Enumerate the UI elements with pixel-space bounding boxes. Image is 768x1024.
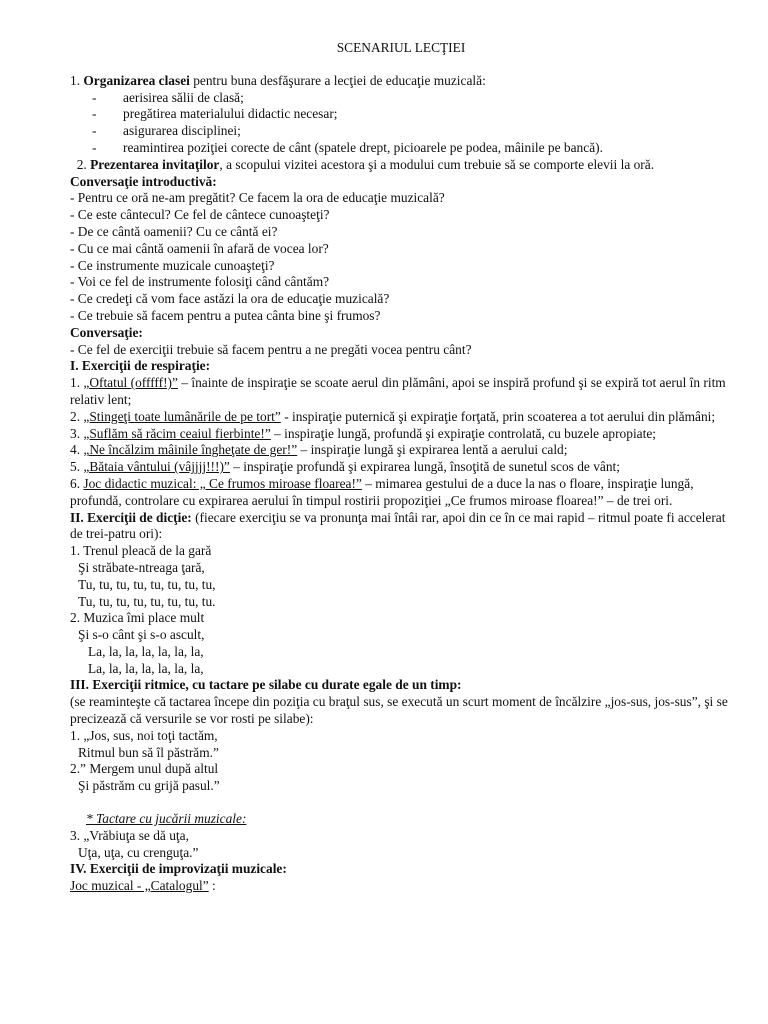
exercise-title: „Ne încălzim mâinile îngheţate de ger!” xyxy=(83,442,298,458)
poem-line: 1. Trenul pleacă de la gară xyxy=(70,543,212,559)
poem-line: Ritmul bun să îl păstrăm.” xyxy=(78,744,219,760)
joc-muzical-line: Joc muzical - „Catalogul” : xyxy=(70,878,216,894)
dictie-note: (fiecare exerciţiu se va pronunţa mai întâi rar, apoi din ce în ce mai rapid – ritmul poate fi accelerat de trei-patru ori): xyxy=(70,509,726,542)
poem-line: Tu, tu, tu, tu, tu, tu, tu, tu. xyxy=(78,593,216,609)
poem-line: 2. Muzica îmi place mult xyxy=(70,610,205,626)
poem-line: Şi păstrăm cu grijă pasul.” xyxy=(78,778,220,794)
section-number: 1. xyxy=(70,72,84,88)
poem-line: Şi străbate-ntreaga ţară, xyxy=(78,559,205,575)
respiratie-heading: I. Exerciţii de respiraţie: xyxy=(70,358,211,374)
conversatie-heading: Conversaţie: xyxy=(70,324,143,340)
poem-line: Uţa, uţa, cu crenguţa.” xyxy=(78,844,199,860)
tactare-subheading: * Tactare cu jucării muzicale: xyxy=(86,811,247,827)
joc-title: Joc muzical - „Catalogul” xyxy=(70,878,209,894)
list-item: - pregătirea materialului didactic necesar; xyxy=(92,106,338,122)
ritmice-heading: III. Exerciţii ritmice, cu tactare pe silabe cu durate egale de un timp: xyxy=(70,677,462,693)
exercise-title: „Oftatul (offfff!)” xyxy=(83,375,178,391)
question-line: - Ce instrumente muzicale cunoaşteţi? xyxy=(70,257,275,273)
ritmice-note: (se reaminteşte că tactarea începe din poziţia cu braţul sus, se execută un scurt moment de încălzire „jos-sus, jos-sus”, şi se precizează că versurile se vor rosti pe silabe): xyxy=(70,694,728,727)
exercise-item: 3. „Suflăm să răcim ceaiul fierbinte!” – inspiraţie lungă, profundă şi expiraţie controlată, cu buzele apropiate; xyxy=(70,425,656,441)
question-line: - Voi ce fel de instrumente folosiţi când cântăm? xyxy=(70,274,330,290)
exercise-title: „Suflăm să răcim ceaiul fierbinte!” xyxy=(83,425,271,441)
section-text: pentru buna desfăşurare a lecţiei de educaţie muzicală: xyxy=(189,72,486,88)
document-page xyxy=(70,40,732,895)
section-organizare xyxy=(70,73,732,90)
exercise-item: 5. „Bătaia vântului (vâjjjj!!!)” – inspiraţie profundă şi expirarea lungă, însoţită de sunetul scos de vânt; xyxy=(70,459,620,475)
list-item: - reamintirea poziţiei corecte de cânt (spatele drept, picioarele pe podea, mâinile pe bancă). xyxy=(92,139,603,155)
question-line: - Ce trebuie să facem pentru a putea cânta bine şi frumos? xyxy=(70,307,381,323)
exercise-item: 2. „Stingeţi toate lumânările de pe tort” - inspiraţie puternică şi expiraţie forţată, prin scoaterea a tot aerului din plămâni; xyxy=(70,408,716,424)
section-prezentare: 2. Prezentarea invitaţilor, a scopului vizitei acestora şi a modului cum trebuie să se comporte elevii la oră. xyxy=(76,156,655,172)
poem-line: 3. „Vrăbiuţa se dă uţa, xyxy=(70,827,189,843)
list-item: - aerisirea sălii de clasă; xyxy=(92,89,244,105)
conversatie-introductiva-heading: Conversaţie introductivă: xyxy=(70,173,217,189)
document-title: SCENARIUL LECŢIEI xyxy=(336,40,466,55)
dictie-heading: II. Exerciţii de dicţie: (fiecare exerciţiu se va pronunţa mai întâi rar, apoi din ce în ce mai rapid – ritmul poate fi accelerat de trei-patru ori): xyxy=(70,509,726,542)
exercise-item: 1. „Oftatul (offfff!)” – înainte de inspiraţie se scoate aerul din plămâni, apoi se inspiră profund şi se expiră tot aerul în ritm relativ lent; xyxy=(70,375,726,407)
poem-line: 2.” Mergem unul după altul xyxy=(70,761,219,777)
poem-line: Şi s-o cânt şi s-o ascult, xyxy=(78,627,205,643)
question-line: - Pentru ce oră ne-am pregătit? Ce facem la ora de educaţie muzicală? xyxy=(70,190,445,206)
section-heading: Organizarea clasei xyxy=(83,72,190,88)
list-item: - asigurarea disciplinei; xyxy=(92,123,241,139)
poem-line: Tu, tu, tu, tu, tu, tu, tu, tu, xyxy=(78,576,216,592)
question-line: - De ce cântă oamenii? Cu ce cântă ei? xyxy=(70,223,278,239)
exercise-title: Joc didactic muzical: „ Ce frumos miroase floarea!” xyxy=(83,475,362,491)
exercise-title: „Bătaia vântului (vâjjjj!!!)” xyxy=(83,459,230,475)
question-line: - Cu ce mai cântă oamenii în afară de vocea lor? xyxy=(70,240,329,256)
exercise-title: „Stingeţi toate lumânările de pe tort” xyxy=(83,408,281,424)
exercise-item: 4. „Ne încălzim mâinile îngheţate de ger!” – inspiraţie lungă şi expirarea lentă a aerului cald; xyxy=(70,442,568,458)
improvizatii-heading: IV. Exerciţii de improvizaţii muzicale: xyxy=(70,861,287,877)
poem-line: La, la, la, la, la, la, la, xyxy=(88,643,204,659)
exercise-item: 6. Joc didactic muzical: „ Ce frumos miroase floarea!” – mimarea gestului de a duce la nas o floare, inspiraţie lungă, profundă, controlare cu expirarea aerului în timpul rostirii propoziţiei „Ce frumos miroase floarea!” – de trei ori. xyxy=(70,475,694,508)
section-text: , a scopului vizitei acestora şi a modului cum trebuie să se comporte elevii la oră. xyxy=(219,156,655,172)
question-line: - Ce fel de exerciţii trebuie să facem pentru a ne pregăti vocea pentru cânt? xyxy=(70,341,472,357)
question-line: - Ce este cântecul? Ce fel de cântece cunoaşteţi? xyxy=(70,207,330,223)
poem-line: 1. „Jos, sus, noi toţi tactăm, xyxy=(70,727,218,743)
section-heading: Prezentarea invitaţilor xyxy=(90,156,220,172)
question-line: - Ce credeţi că vom face astăzi la ora de educaţie muzicală? xyxy=(70,291,390,307)
poem-line: La, la, la, la, la, la, la, xyxy=(88,660,204,676)
